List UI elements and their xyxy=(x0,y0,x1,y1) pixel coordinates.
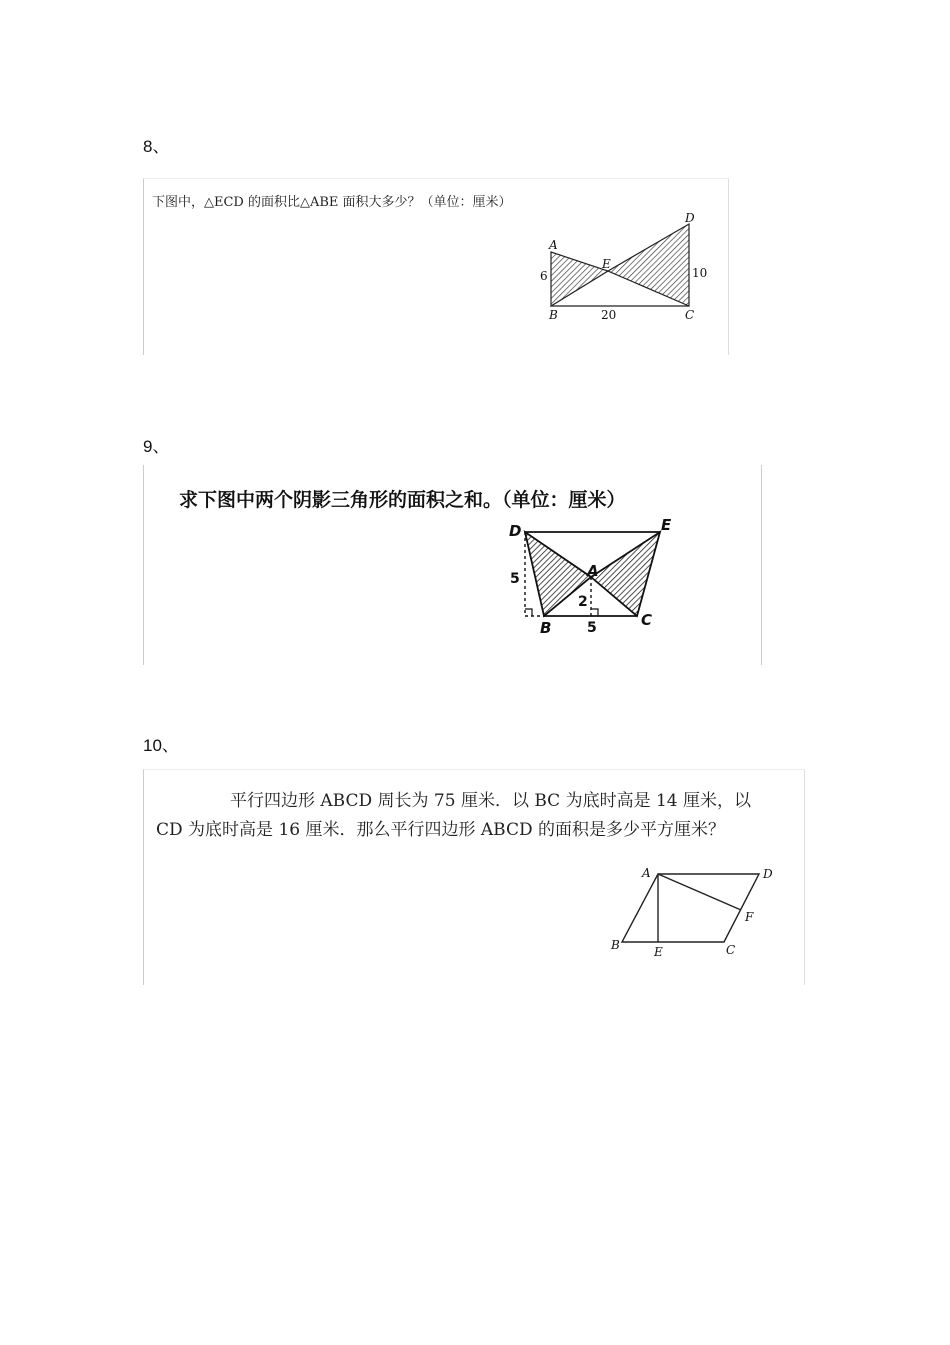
label-c: C xyxy=(685,308,695,322)
label-d: D xyxy=(685,211,695,225)
length-bc: 5 xyxy=(587,620,597,636)
label-e: E xyxy=(602,257,611,271)
label-b: B xyxy=(549,308,558,322)
question-8-figure xyxy=(144,179,728,355)
right-angle-mark-d xyxy=(525,609,532,616)
question-number-10: 10、 xyxy=(143,736,179,755)
label-e: E xyxy=(654,945,663,959)
question-number-8: 8、 xyxy=(143,137,170,156)
triangle-ecd xyxy=(608,224,689,306)
label-d: D xyxy=(509,522,522,540)
question-number-9: 9、 xyxy=(143,437,170,456)
question-9-panel xyxy=(143,465,762,665)
length-ab: 6 xyxy=(540,269,548,283)
question-10-panel xyxy=(143,769,805,985)
label-b: B xyxy=(611,938,620,952)
right-angle-mark-a xyxy=(591,609,598,616)
question-9-text: 求下图中两个阴影三角形的面积之和。（单位：厘米） xyxy=(179,489,626,511)
length-height-d: 5 xyxy=(510,571,520,587)
label-a: A xyxy=(642,866,651,880)
question-10-text-line1: 平行四边形 ABCD 周长为 75 厘米．以 BC 为底时高是 14 厘米，以 xyxy=(230,791,752,811)
label-f: F xyxy=(745,910,754,924)
triangle-abe xyxy=(551,252,608,306)
length-bc: 20 xyxy=(601,308,617,322)
label-a: A xyxy=(549,238,558,252)
label-c: C xyxy=(726,943,736,957)
label-a: A xyxy=(587,562,599,580)
label-d: D xyxy=(763,867,773,881)
question-10-figure xyxy=(144,770,804,985)
label-b: B xyxy=(540,619,552,637)
triangle-eca xyxy=(591,532,660,616)
length-height-a: 2 xyxy=(578,594,588,610)
question-9-figure xyxy=(144,465,761,665)
label-e: E xyxy=(661,516,672,534)
label-c: C xyxy=(641,611,653,629)
length-dc: 10 xyxy=(692,266,708,280)
parallelogram-abcd xyxy=(622,874,759,942)
question-10-text-line2: CD 为底时高是 16 厘米．那么平行四边形 ABCD 的面积是多少平方厘米？ xyxy=(156,820,726,840)
question-8-panel xyxy=(143,178,729,355)
height-af xyxy=(658,874,741,910)
question-8-text: 下图中，△ECD 的面积比△ABE 面积大多少？（单位：厘米） xyxy=(152,195,512,210)
